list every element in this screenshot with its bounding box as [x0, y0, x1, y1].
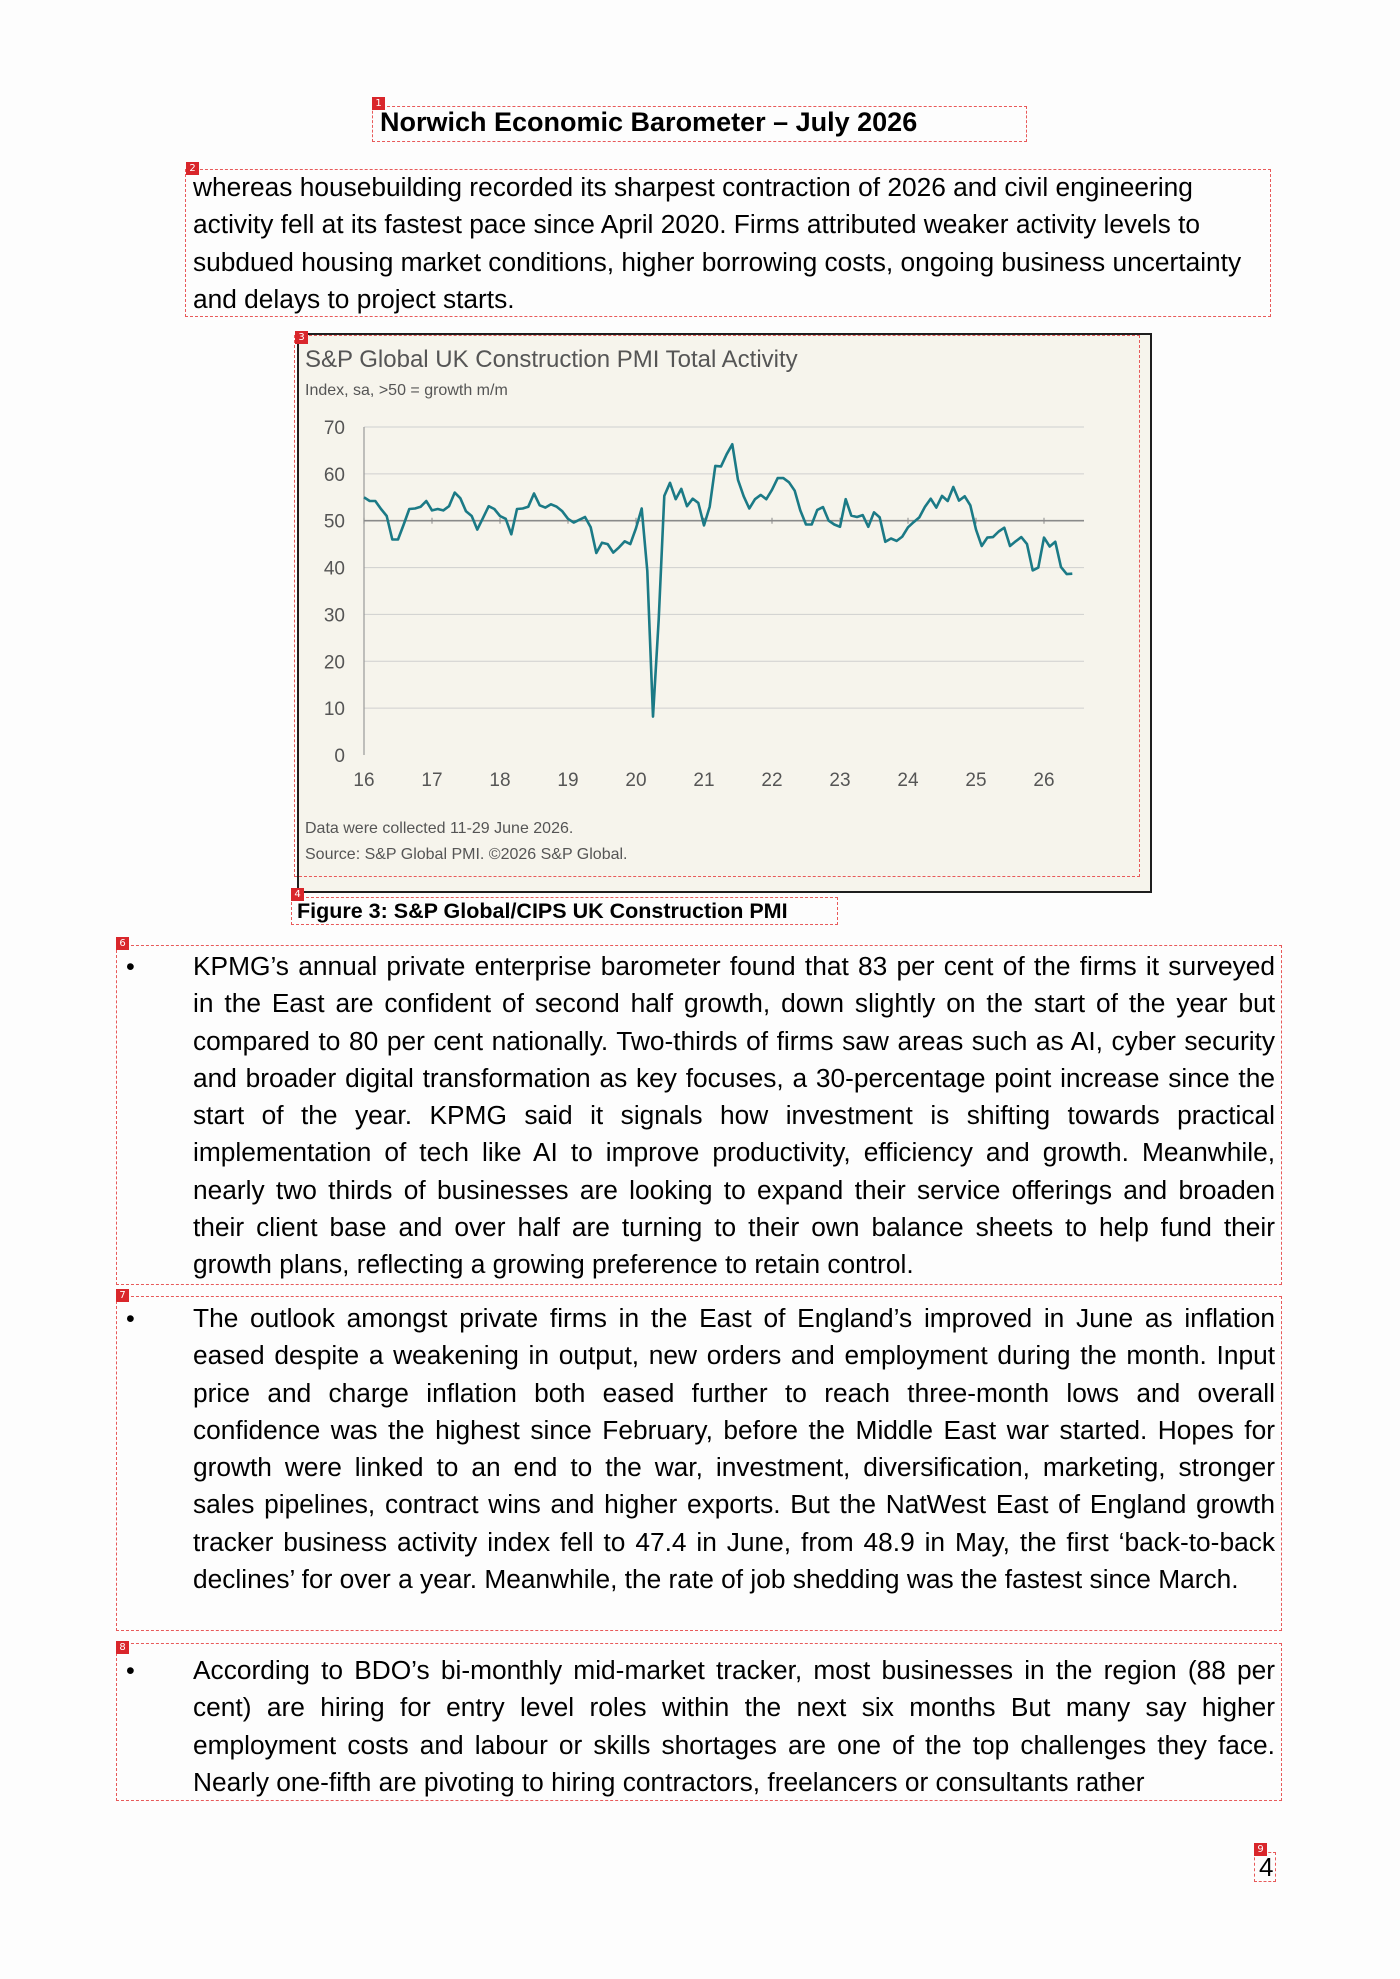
x-tick-label: 20 — [625, 770, 647, 791]
y-tick-label: 60 — [323, 464, 345, 486]
y-tick-label: 10 — [323, 699, 345, 721]
region-tag: 7 — [116, 1289, 129, 1302]
chart-title: S&P Global UK Construction PMI Total Activity — [305, 346, 798, 373]
x-tick-label: 26 — [1033, 770, 1055, 791]
page-title: Norwich Economic Barometer – July 2026 — [380, 107, 918, 137]
bullet-marker: • — [126, 1305, 135, 1333]
x-tick-label: 23 — [829, 770, 851, 791]
bullet-marker: • — [126, 1657, 135, 1685]
bullet-paragraph-natwest: The outlook amongst private firms in the East of England’s improved in June as inflation eased despite a weakening in output, new orders and employment during the month. Input price and charge inflation both eased further to reach three-month lows and overall confidence was the highest since February, before the Middle East war started. Hopes for growth were linked to an end to the war, investment, diversification, marketing, stronger sales pipelines, contract wins and higher exports. But the NatWest East of England growth tracker business activity index fell to 47.4 in June, from 48.9 in May, the first ‘back-to-back declines’ for over a year. Meanwhile, the rate of job shedding was the fastest since March. — [193, 1303, 1275, 1595]
bullet-paragraph-bdo: According to BDO’s bi-monthly mid-market tracker, most businesses in the region (88 per cent) are hiring for entry level roles within the next six months But many say higher employment costs and labour or skills shortages are one of the top challenges they face. Nearly one-fifth are pivoting to hiring contractors, freelancers or consultants rather — [193, 1655, 1275, 1797]
region-tag: 6 — [116, 937, 129, 950]
region-tag: 2 — [186, 162, 199, 175]
region-tag: 3 — [295, 331, 308, 344]
y-tick-label: 0 — [334, 746, 345, 767]
x-tick-label: 19 — [557, 770, 579, 791]
y-tick-label: 30 — [323, 605, 345, 627]
page-number: 4 — [1259, 1852, 1274, 1882]
x-tick-label: 24 — [897, 770, 919, 791]
region-tag: 4 — [291, 888, 304, 901]
y-tick-label: 50 — [323, 511, 345, 533]
y-tick-label: 40 — [323, 558, 345, 580]
figure-caption: Figure 3: S&P Global/CIPS UK Construction PMI — [297, 899, 788, 923]
region-tag: 8 — [116, 1641, 129, 1654]
x-tick-label: 18 — [489, 770, 511, 791]
x-tick-label: 25 — [965, 770, 987, 791]
x-tick-label: 16 — [353, 770, 375, 791]
region-tag: 1 — [372, 97, 385, 110]
chart-footnote-data-collection: Data were collected 11-29 June 2026. — [305, 820, 574, 837]
x-tick-label: 21 — [693, 770, 715, 791]
bullet-marker: • — [126, 953, 135, 981]
intro-paragraph: whereas housebuilding recorded its sharpest contraction of 2026 and civil engineering activity fell at its fastest pace since April 2020. Firms attributed weaker activity levels to subdued housing market conditions, higher borrowing costs, ongoing business uncertainty and delays to project starts. — [193, 172, 1242, 314]
bullet-paragraph-kpmg: KPMG’s annual private enterprise barometer found that 83 per cent of the firms it surveyed in the East are confident of second half growth, down slightly on the start of the year but compared to 80 per cent nationally. Two-thirds of firms saw areas such as AI, cyber security and broader digital transformation as key focuses, a 30-percentage point increase since the start of the year. KPMG said it signals how investment is shifting towards practical implementation of tech like AI to improve productivity, efficiency and growth. Meanwhile, nearly two thirds of businesses are looking to expand their service offerings and broaden their client base and over half are turning to their own balance sheets to help fund their growth plans, reflecting a growing preference to retain control. — [193, 951, 1275, 1280]
chart-subtitle: Index, sa, >50 = growth m/m — [305, 382, 508, 399]
x-tick-label: 22 — [761, 770, 783, 791]
region-tag: 9 — [1254, 1843, 1267, 1856]
chart-footnote-source: Source: S&P Global PMI. ©2026 S&P Global. — [305, 846, 628, 863]
y-tick-label: 70 — [323, 418, 345, 439]
y-tick-label: 20 — [323, 652, 345, 674]
figure-region — [294, 335, 1140, 877]
x-tick-label: 17 — [421, 770, 443, 791]
